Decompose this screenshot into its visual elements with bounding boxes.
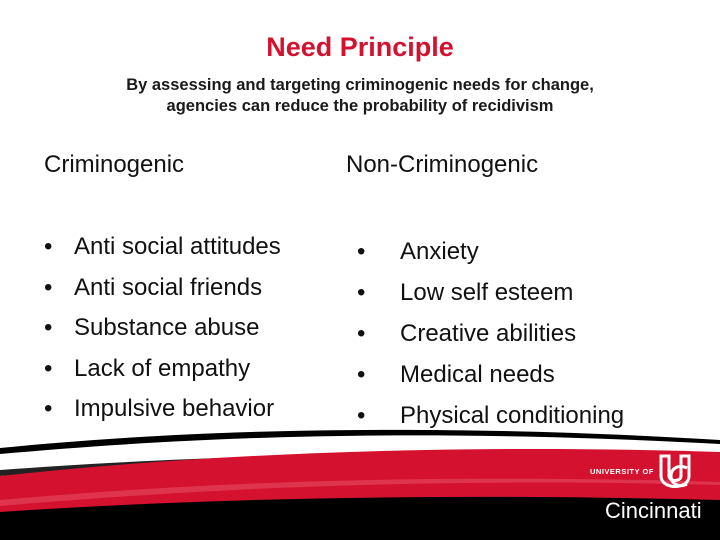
list-item: • Physical conditioning (357, 395, 624, 436)
non-criminogenic-list (357, 231, 624, 436)
slide-title: Need Principle (266, 32, 454, 62)
uc-logo-icon (657, 454, 693, 494)
subtitle-line-2: agencies can reduce the probability of recidivism (166, 97, 554, 115)
list-item: • Creative abilities (357, 313, 624, 354)
non-criminogenic-heading: Non-Criminogenic (346, 151, 539, 178)
subtitle-line-1: By assessing and targeting criminogenic needs for change, (126, 76, 594, 94)
logo-university-of: UNIVERSITY OF (590, 467, 654, 476)
list-item: • Low self esteem (357, 272, 624, 313)
criminogenic-heading: Criminogenic (44, 151, 185, 178)
list-item: • Medical needs (357, 354, 624, 395)
list-item: • Impulsive behavior (44, 389, 281, 430)
slide-subtitle (60, 75, 660, 117)
list-item: • Substance abuse (44, 308, 281, 349)
list-item: • Anti social friends (44, 268, 281, 309)
list-item: • Anxiety (357, 231, 624, 272)
list-item: • Lack of empathy (44, 349, 281, 390)
criminogenic-list (44, 227, 281, 430)
logo-cincinnati: Cincinnati (605, 498, 702, 523)
list-item: • Anti social attitudes (44, 227, 281, 268)
